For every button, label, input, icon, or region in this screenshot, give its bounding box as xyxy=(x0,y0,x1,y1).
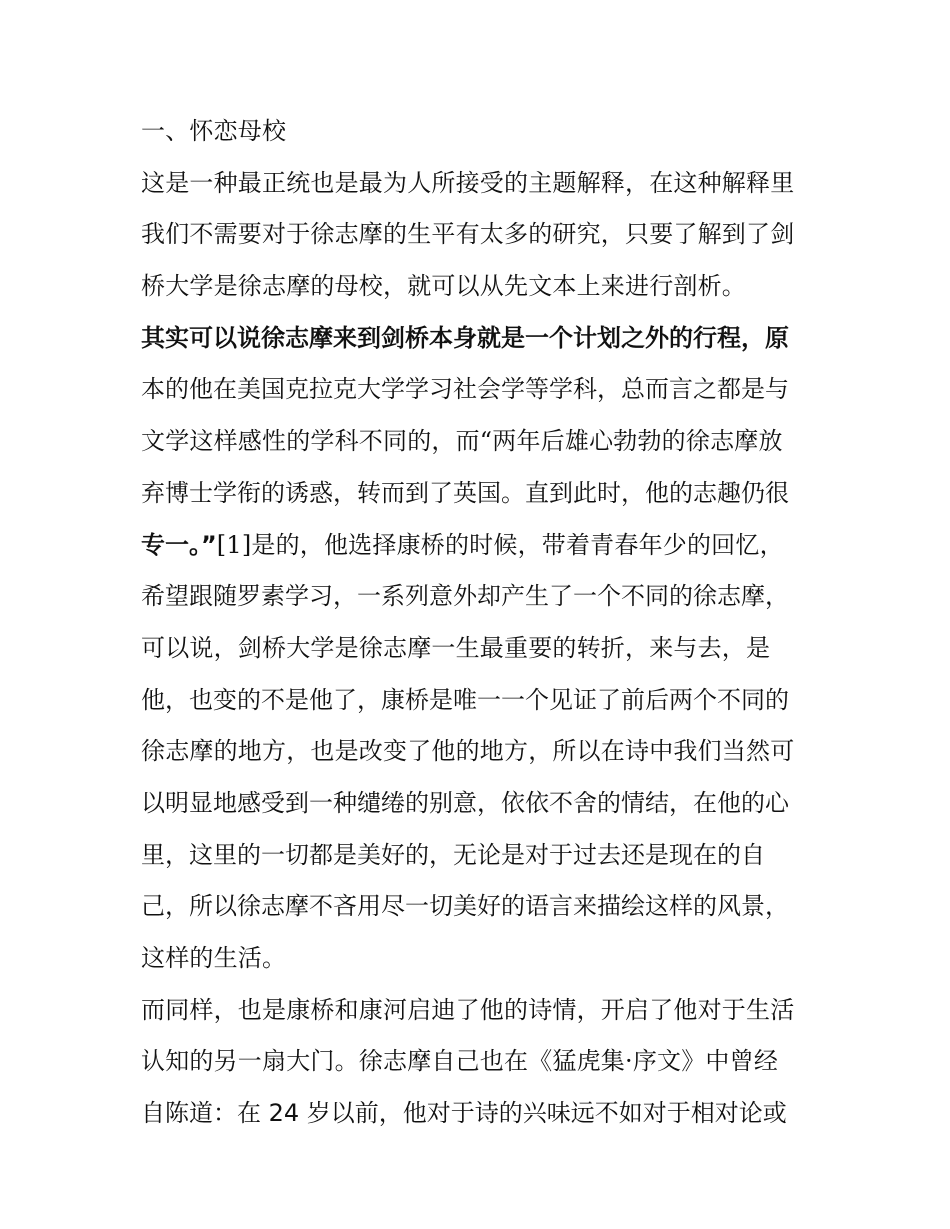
body-text xyxy=(141,106,821,1140)
paragraph-line: 他，也变的不是他了，康桥是唯一一个见证了前后两个不同的 xyxy=(141,685,789,714)
paragraph-line: 己，所以徐志摩不吝用尽一切美好的语言来描绘这样的风景， xyxy=(141,892,789,921)
paragraph-line: 希望跟随罗素学习，一系列意外却产生了一个不同的徐志摩， xyxy=(141,582,789,611)
paragraph-line: 可以说，剑桥大学是徐志摩一生最重要的转折，来与去，是 xyxy=(141,633,771,662)
section-heading: 一、怀恋母校 xyxy=(141,117,287,145)
paragraph-line: 本的他在美国克拉克大学学习社会学等学科，总而言之都是与 xyxy=(141,375,789,404)
paragraph-line: 而同样，也是康桥和康河启迪了他的诗情，开启了他对于生活 xyxy=(141,995,795,1024)
paragraph-line: 自陈道：在 24 岁以前，他对于诗的兴味远不如对于相对论或 xyxy=(141,1099,787,1128)
paragraph-line: 弃博士学衔的诱惑，转而到了英国。直到此时，他的志趣仍很 xyxy=(141,478,789,507)
paragraph-line: 其实可以说徐志摩来到剑桥本身就是一个计划之外的行程，原 xyxy=(141,323,789,352)
paragraph-line: 认知的另一扇大门。徐志摩自己也在《猛虎集·序文》中曾经 xyxy=(141,1047,779,1076)
paragraph-line: 这是一种最正统也是最为人所接受的主题解释，在这种解释里 xyxy=(141,168,795,197)
paragraph-line: 徐志摩的地方，也是改变了他的地方，所以在诗中我们当然可 xyxy=(141,737,795,766)
paragraph-line: 以明显地感受到一种缱绻的别意，依依不舍的情结，在他的心 xyxy=(141,788,789,817)
paragraph-line: 我们不需要对于徐志摩的生平有太多的研究，只要了解到了剑 xyxy=(141,220,795,249)
paragraph-line: 文学这样感性的学科不同的，而“两年后雄心勃勃的徐志摩放 xyxy=(141,427,783,456)
paragraph-line: 桥大学是徐志摩的母校，就可以从先文本上来进行剖析。 xyxy=(141,272,746,301)
paragraph-line: 这样的生活。 xyxy=(141,944,287,972)
paragraph-line: 里，这里的一切都是美好的，无论是对于过去还是现在的自 xyxy=(141,840,765,869)
quote-end: 专一。” xyxy=(141,530,217,559)
paragraph-line-mixed xyxy=(141,520,821,572)
citation-text: [1]是的，他选择康桥的时候，带着青春年少的回忆， xyxy=(216,530,784,559)
